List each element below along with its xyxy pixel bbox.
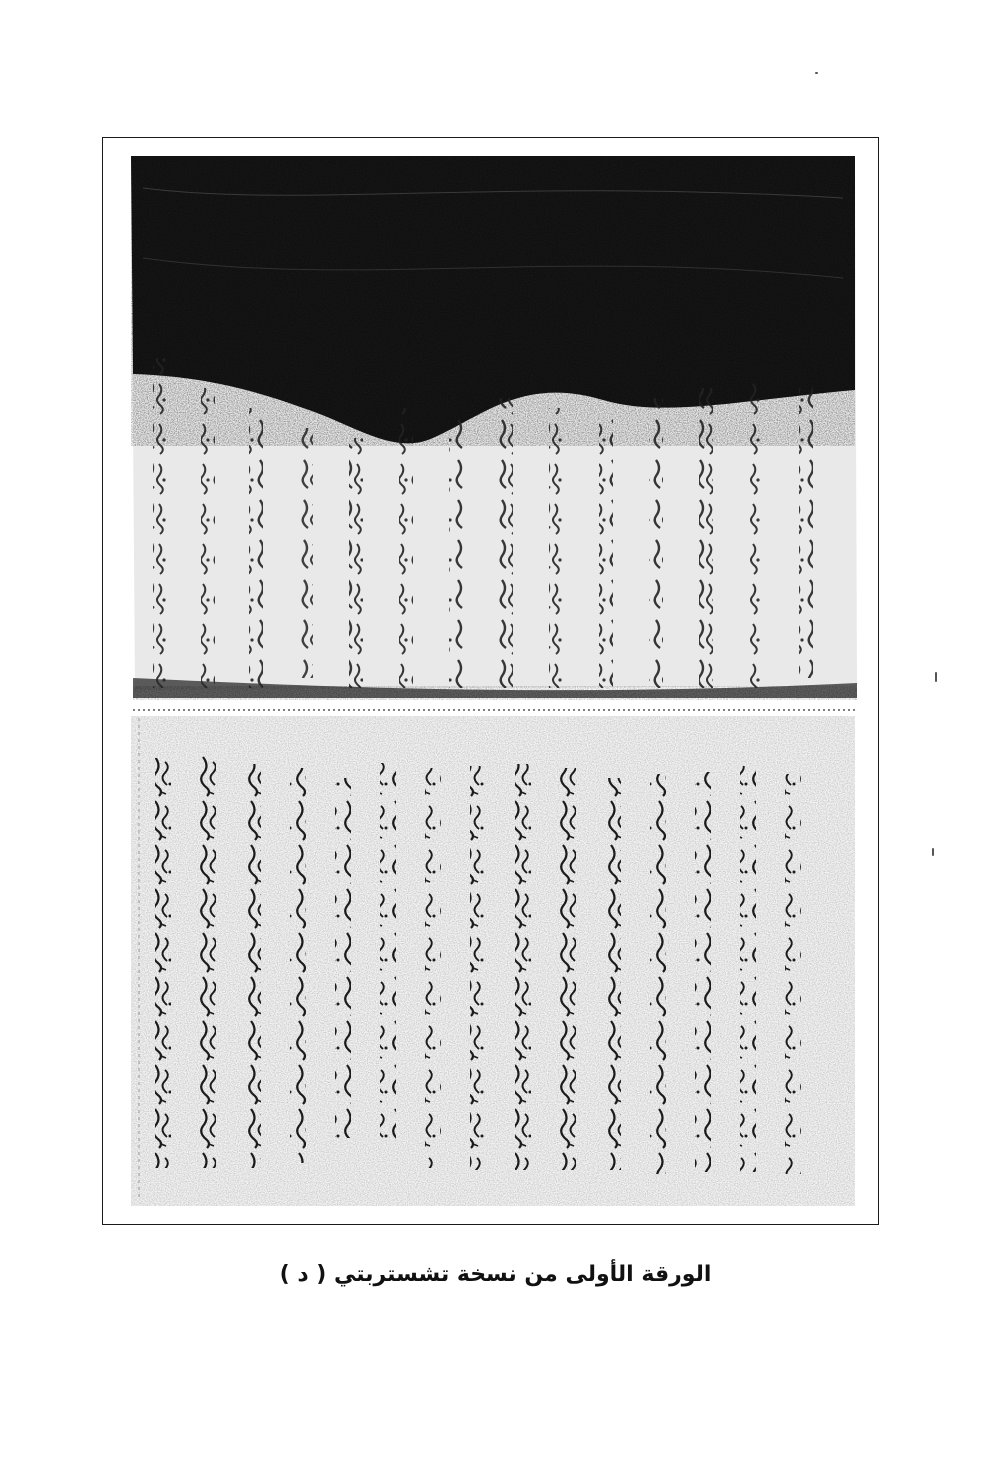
upper-folio xyxy=(131,156,857,700)
scan-speck xyxy=(815,72,818,74)
scan-speck xyxy=(935,672,937,682)
figure-caption: الورقة الأولى من نسخة تشستربتي ( د ) xyxy=(279,1262,712,1287)
manuscript-image xyxy=(103,138,879,1225)
scan-speck xyxy=(932,848,934,856)
lower-folio xyxy=(131,716,855,1206)
manuscript-scan-frame xyxy=(102,137,879,1225)
